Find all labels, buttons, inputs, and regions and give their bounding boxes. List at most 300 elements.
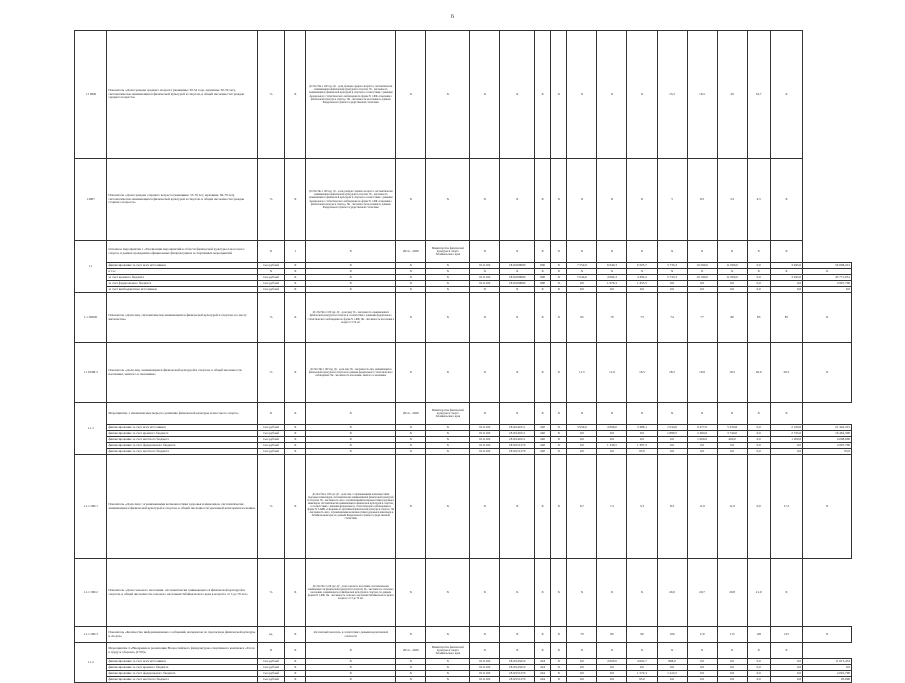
program-table	[74, 30, 852, 683]
table-cell: 240	[535, 443, 551, 449]
table-cell: X	[257, 643, 285, 659]
table-cell: Дт=Чзс/Чн x 100 где: Дт - доля граждан старшего возраста, систематически занимающихся физической культурой и спортом; Чз - численность занимающихся физической культурой и спортом в соответствии с данными федерального статистического наблюдения по форме N 1-ФК «Сведения о физической культуре и спорте»; Чн - численность населения по данным Федеральной службы государственной статистики	[306, 159, 396, 241]
table-cell: 29	[717, 31, 747, 159]
table-cell: X	[285, 443, 306, 449]
table-cell: X	[396, 677, 426, 683]
table-cell: X	[535, 455, 551, 559]
table-cell: X	[426, 627, 470, 643]
table-cell: 7,2	[597, 455, 627, 559]
table-cell: 0,0	[567, 665, 597, 671]
row-id-cell: 1.1.1 ПМ 2	[75, 559, 107, 627]
table-cell: 1810151270	[500, 443, 535, 449]
table-cell: X	[285, 559, 306, 627]
table-row	[75, 643, 852, 659]
table-cell: 600	[535, 263, 551, 269]
table-row	[75, 403, 852, 425]
table-cell: X	[500, 455, 535, 559]
table-cell: 19,5	[717, 343, 747, 403]
table-cell: X	[500, 643, 535, 659]
row-id-cell: 1.1	[75, 241, 107, 293]
table-cell: %	[257, 455, 285, 559]
table-cell: X	[535, 159, 551, 241]
table-cell: X	[306, 677, 396, 683]
table-cell: 0,0	[567, 677, 597, 683]
table-cell: 125	[770, 627, 802, 643]
table-cell: 0111102	[470, 437, 500, 443]
table-cell: 90	[627, 627, 657, 643]
table-cell: X	[470, 159, 500, 241]
table-cell: Дт=Чзс/Чн x 100 где: Дт - доля лиц; Чз - численность занимающихся физической культурой и спортом в соответствии с данными федерального статистического наблюдения по форме N 1-ФК; Чн - численность населения в возрасте 3-79 лет	[306, 293, 396, 343]
table-cell: X	[285, 343, 306, 403]
table-cell: X	[551, 425, 567, 431]
row-id-cell: финансирование за счет краевого бюджета	[107, 665, 257, 671]
table-cell: X	[567, 159, 597, 241]
table-cell: X	[567, 269, 597, 275]
table-cell: X	[285, 275, 306, 281]
table-cell: X	[426, 449, 470, 455]
table-cell: X	[426, 455, 470, 559]
table-cell: 0,0	[627, 665, 657, 671]
table-cell: 1810151270	[500, 671, 535, 677]
table-cell: 0111102	[470, 263, 500, 269]
table-cell: 11 000,0	[717, 275, 747, 281]
table-cell: X	[470, 293, 500, 343]
table-cell: X	[597, 559, 627, 627]
table-cell: X	[551, 431, 567, 437]
table-cell: 2 725,0	[770, 431, 802, 437]
table-row	[75, 159, 852, 241]
table-cell: X	[470, 269, 500, 275]
table-cell: 0,0	[567, 281, 597, 287]
table-cell: X	[285, 287, 306, 293]
table-cell: 10 190,0	[687, 275, 717, 281]
row-id-cell: финансирование за счет федерального бюджета	[107, 671, 257, 677]
table-cell: X	[396, 343, 426, 403]
table-cell: 0111102	[470, 449, 500, 455]
table-cell: 0,0	[770, 443, 802, 449]
table-cell: 1 222,5	[657, 671, 687, 677]
table-cell: 0,0	[747, 443, 770, 449]
table-cell: X	[551, 281, 567, 287]
table-cell: X	[551, 659, 567, 665]
table-cell: X	[306, 443, 396, 449]
table-cell: 80	[597, 627, 627, 643]
table-cell: 3,3	[627, 455, 657, 559]
table-cell: 4 000,0	[597, 659, 627, 665]
table-cell: Показатель «Доля граждан среднего возраста (женщины: 30-54 года, мужчины: 30-59 лет), систематически занимающихся физической культурой и спортом, в общей численности граждан среднего возраста»	[107, 31, 257, 159]
table-cell: X	[500, 293, 535, 343]
table-cell: 0,0	[717, 287, 747, 293]
table-cell: X	[426, 281, 470, 287]
table-cell: 0,0	[567, 431, 597, 437]
table-cell: 4 066,0	[597, 425, 627, 431]
table-cell: X	[426, 665, 470, 671]
table-cell: Показатель «Доля лиц, занимающихся физической культурой и спортом, в общей численности населения, занятого в экономике»	[107, 343, 257, 403]
row-id-cell: финансирование за счет местного бюджета	[107, 677, 257, 683]
table-cell: 240	[535, 425, 551, 431]
table-cell: %	[257, 159, 285, 241]
table-cell: 0,0	[717, 281, 747, 287]
row-id-cell: 1.1 ПИ6	[75, 31, 107, 159]
table-cell: 0,0	[770, 671, 802, 677]
table-cell: 2014 - 2020	[396, 241, 426, 263]
table-cell: 0,0	[803, 665, 852, 671]
table-cell: 5 735,3	[657, 263, 687, 269]
table-cell: X	[257, 403, 285, 425]
table-cell: Показатель «Доля лиц с ограниченными возможностями здоровья и инвалидов, систематически занимающихся физической культурой и спортом, в общей численности указанной категории населения»	[107, 455, 257, 559]
table-cell: 16,5	[627, 343, 657, 403]
table-cell: 1 336,5	[597, 443, 627, 449]
table-cell: 0,0	[567, 659, 597, 665]
table-cell: 1810141011	[500, 437, 535, 443]
table-cell: 70	[567, 627, 597, 643]
table-cell: 6,7	[567, 455, 597, 559]
table-cell: X	[306, 431, 396, 437]
table-cell: 600	[535, 275, 551, 281]
table-cell: 0,0	[687, 671, 717, 677]
table-cell: 19,9	[687, 343, 717, 403]
table-cell: 8,3	[657, 455, 687, 559]
table-cell: 0,0	[770, 287, 802, 293]
table-cell: Министерство физической культуры и спорта Забайкальского края	[426, 241, 470, 263]
table-cell: тыс.рублей	[257, 263, 285, 269]
table-cell: X	[426, 559, 470, 627]
table-cell: X	[306, 659, 396, 665]
table-cell: ед.	[257, 627, 285, 643]
table-cell: 80	[717, 293, 747, 343]
table-cell: X	[803, 627, 852, 643]
table-cell: 3 945,0	[770, 275, 802, 281]
table-row	[75, 627, 852, 643]
table-cell: X	[551, 627, 567, 643]
table-cell: 1 034,0	[657, 425, 687, 431]
table-cell: 83	[747, 293, 770, 343]
table-cell: 5 230,8	[717, 425, 747, 431]
table-cell: 110	[687, 627, 717, 643]
table-cell: X	[285, 627, 306, 643]
table-cell: X	[500, 403, 535, 425]
table-cell: 0,0	[657, 449, 687, 455]
table-cell: 0,0	[597, 287, 627, 293]
table-cell: X	[687, 403, 717, 425]
table-cell: X	[597, 31, 627, 159]
table-cell: X	[396, 431, 426, 437]
table-cell: тыс.рублей	[257, 281, 285, 287]
table-cell: 70	[597, 293, 627, 343]
table-cell: 0,0	[747, 449, 770, 455]
table-cell: 244	[535, 659, 551, 665]
table-cell: X	[470, 287, 500, 293]
table-cell: X	[770, 643, 802, 659]
table-cell: X	[597, 241, 627, 263]
table-cell: X	[396, 275, 426, 281]
table-cell: Министерство физической культуры и спорта Забайкальского края	[426, 643, 470, 659]
table-cell: 0,0	[747, 455, 770, 559]
table-cell: X	[551, 443, 567, 449]
table-cell: 0,0	[747, 263, 770, 269]
table-cell: 0,0	[747, 431, 770, 437]
table-cell: X	[717, 643, 747, 659]
table-cell: тыс.рублей	[257, 431, 285, 437]
table-row	[75, 31, 852, 159]
table-cell: X	[747, 403, 770, 425]
table-cell: 0,0	[687, 677, 717, 683]
table-cell: X	[551, 31, 567, 159]
table-cell: X	[770, 403, 802, 425]
table-cell: X	[396, 627, 426, 643]
table-cell: Абсолютный показатель, в соответствии с данными ведомственной отчетности	[306, 627, 396, 643]
table-cell: 11,9	[717, 455, 747, 559]
table-cell: X	[396, 159, 426, 241]
table-cell: X	[285, 281, 306, 287]
table-cell: X	[426, 293, 470, 343]
table-cell: X	[747, 643, 770, 659]
table-cell: X	[551, 455, 567, 559]
table-cell: 32,7	[747, 31, 770, 159]
table-cell: 0,0	[747, 671, 770, 677]
table-cell: 0,0	[567, 671, 597, 677]
table-cell: 4 997,790	[803, 443, 852, 449]
table-cell: X	[285, 665, 306, 671]
table-cell: 1	[285, 241, 306, 263]
table-cell: 2014 - 2020	[396, 403, 426, 425]
table-cell: X	[396, 659, 426, 665]
table-cell: 16,5	[687, 31, 717, 159]
table-cell: X	[396, 437, 426, 443]
table-cell: 0,0	[687, 281, 717, 287]
table-cell: 3,5	[717, 159, 747, 241]
table-cell: Показатель «Количество информационных сообщений, материалов по пропаганде физической культуры и спорта»	[107, 627, 257, 643]
table-cell: X	[426, 431, 470, 437]
table-cell: 85	[770, 293, 802, 343]
table-cell: Мероприятие 2 «Внедрение и реализация Всероссийского физкультурно-спортивного комплекса «Готов к труду и обороне» (ГТО)»	[107, 643, 257, 659]
table-cell: 0,0	[687, 449, 717, 455]
table-cell: X	[551, 449, 567, 455]
table-cell: 240	[535, 431, 551, 437]
table-cell: X	[803, 343, 852, 403]
table-cell: X	[535, 627, 551, 643]
table-cell: 400,0	[717, 437, 747, 443]
table-cell: 11,9	[597, 343, 627, 403]
table-cell: 0,0	[657, 437, 687, 443]
table-cell: X	[551, 343, 567, 403]
row-id-cell: 1.1.1	[75, 403, 107, 455]
table-cell: 0,0	[770, 659, 802, 665]
table-cell: X	[770, 269, 802, 275]
table-cell: X	[717, 403, 747, 425]
table-cell: 21,0	[747, 559, 770, 627]
table-cell: X	[426, 287, 470, 293]
table-cell: X	[627, 241, 657, 263]
table-cell: 3 740,0	[717, 431, 747, 437]
table-cell: 0,0	[657, 287, 687, 293]
table-cell: 0,0	[717, 665, 747, 671]
table-cell: X	[470, 403, 500, 425]
table-cell: 6 040,3	[597, 263, 627, 269]
table-cell: X	[551, 559, 567, 627]
table-cell: 11 613,453	[803, 659, 852, 665]
table-cell: X	[535, 31, 551, 159]
table-cell: 100	[657, 627, 687, 643]
table-cell: 3 934,0	[567, 425, 597, 431]
table-cell: X	[803, 293, 852, 343]
table-cell: X	[535, 559, 551, 627]
table-cell: X	[396, 559, 426, 627]
table-cell: X	[627, 159, 657, 241]
table-cell: X	[567, 559, 597, 627]
table-cell: 600	[535, 281, 551, 287]
table-cell: 0,0	[717, 443, 747, 449]
table-cell: 0,0	[770, 665, 802, 671]
row-id-cell: 1.1 ПОМ1	[75, 293, 107, 343]
table-cell: X	[306, 425, 396, 431]
table-row	[75, 293, 852, 343]
table-cell: 244	[535, 665, 551, 671]
table-cell: X	[500, 159, 535, 241]
table-cell: 0111102	[470, 281, 500, 287]
table-cell: 13,5	[657, 31, 687, 159]
table-cell: X	[717, 269, 747, 275]
table-cell: X	[306, 269, 396, 275]
table-cell: X	[535, 241, 551, 263]
table-cell: X	[803, 455, 852, 559]
table-cell: X	[257, 269, 285, 275]
table-cell: 18,5	[657, 343, 687, 403]
table-cell: 0,0	[687, 287, 717, 293]
table-cell: 5 735,3	[657, 275, 687, 281]
table-cell: X	[535, 293, 551, 343]
table-cell: 1 574,3	[627, 671, 657, 677]
table-cell: X	[285, 425, 306, 431]
table-cell: 0,0	[597, 677, 627, 683]
table-cell: X	[306, 275, 396, 281]
table-cell: X	[306, 281, 396, 287]
table-cell: 4,5	[747, 159, 770, 241]
table-cell: 0,0	[717, 659, 747, 665]
row-id-cell: финансирование за счет местного бюджета	[107, 437, 257, 443]
table-cell: X	[470, 643, 500, 659]
table-cell: 1810100000	[500, 263, 535, 269]
table-cell: Дт=Чзс/Чн x 100 где: Дт - доля сельского населения, систематически занимающегося физической культурой и спортом; Чз - численность сельского населения, занимающегося физической культурой и спортом, по данным формы N 1-ФК; Чн - численность сельского населения Забайкальского края в возрасте от 3 до 79 лет	[306, 559, 396, 627]
table-cell: X	[747, 269, 770, 275]
row-id-cell: 1.1.2	[75, 643, 107, 683]
table-cell: Мероприятие 1 «Комплексные меры по развитию физической культуры и массового спорта»	[107, 403, 257, 425]
table-cell: тыс.рублей	[257, 659, 285, 665]
table-cell: 0,0	[657, 281, 687, 287]
table-cell: тыс.рублей	[257, 443, 285, 449]
table-cell: Показатель «Доля лиц, систематически занимающихся физической культурой и спортом, по месту жительства»	[107, 293, 257, 343]
table-row	[75, 677, 852, 683]
table-cell: X	[500, 241, 535, 263]
table-cell: 20,0	[747, 343, 770, 403]
table-cell: X	[396, 287, 426, 293]
table-cell: 1810143210	[500, 659, 535, 665]
table-cell: X	[306, 437, 396, 443]
table-cell: X	[551, 287, 567, 293]
table-cell: X	[426, 659, 470, 665]
table-cell: X	[657, 241, 687, 263]
table-cell: 0111102	[470, 677, 500, 683]
table-cell: X	[396, 293, 426, 343]
table-cell: X	[803, 269, 852, 275]
table-cell: 115	[717, 627, 747, 643]
table-cell: 17,5	[770, 455, 802, 559]
table-cell: X	[426, 343, 470, 403]
table-row	[75, 343, 852, 403]
table-cell: 0,0	[597, 431, 627, 437]
table-cell: 16 462,390	[803, 431, 852, 437]
table-cell: X	[535, 643, 551, 659]
table-cell: X	[657, 269, 687, 275]
table-cell: 4 008,000	[803, 437, 852, 443]
table-cell: X	[285, 403, 306, 425]
table-cell: X	[285, 677, 306, 683]
table-cell: X	[306, 643, 396, 659]
table-cell: 8,5	[687, 159, 717, 241]
table-cell: X	[657, 643, 687, 659]
table-cell: Дт=Чзс/Чн x 100 где: Дт - доля лиц; Чз - численность лиц, занимающихся физической культурой и спортом по данным федерального статистического наблюдения; Чн - численность населения, занятого в экономике	[306, 343, 396, 403]
table-cell: 0111102	[470, 665, 500, 671]
row-id-cell: в т.ч.:	[107, 269, 257, 275]
table-cell: 0,0	[597, 449, 627, 455]
table-cell: 0,0	[597, 671, 627, 677]
row-id-cell: финансирование за счет всех источников	[107, 263, 257, 269]
table-cell: 120	[747, 627, 770, 643]
table-cell: 11 000,0	[717, 263, 747, 269]
table-cell: 1810100000	[500, 275, 535, 281]
table-cell: 2014 - 2020	[396, 643, 426, 659]
table-cell: X	[627, 269, 657, 275]
table-cell: 6 505,7	[627, 263, 657, 269]
table-cell: X	[285, 263, 306, 269]
table-cell: Показатель «Доля сельского населения, систематически занимающегося физической культурой и спортом, в общей численности сельского населения Забайкальского края в возрасте от 3 до 79 лет»	[107, 559, 257, 627]
table-cell: X	[500, 31, 535, 159]
table-cell: X	[285, 643, 306, 659]
table-cell: X	[285, 31, 306, 159]
table-row	[75, 559, 852, 627]
table-cell: X	[396, 449, 426, 455]
table-cell: X	[306, 403, 396, 425]
table-cell: 1 889,5	[657, 431, 687, 437]
table-cell: 0,0	[717, 671, 747, 677]
table-cell: X	[717, 241, 747, 263]
table-cell: 1810141011	[500, 425, 535, 431]
table-cell: X	[306, 287, 396, 293]
table-cell: 4 091,790	[803, 671, 852, 677]
table-cell: 7 044,6	[567, 275, 597, 281]
table-cell: X	[747, 241, 770, 263]
table-cell: X	[687, 643, 717, 659]
table-cell: X	[535, 403, 551, 425]
table-cell: X	[257, 241, 285, 263]
table-cell: 95,0	[627, 449, 657, 455]
table-cell: 0,0	[747, 281, 770, 287]
table-cell: X	[597, 159, 627, 241]
table-cell: X	[470, 559, 500, 627]
table-cell: 0,0	[747, 275, 770, 281]
row-id-cell: финансирование за счет всех источников	[107, 425, 257, 431]
table-cell: 0111102	[470, 275, 500, 281]
table-cell: X	[551, 293, 567, 343]
row-id-cell: финансирование за счет федерального бюджета	[107, 443, 257, 449]
table-cell: 95,0	[803, 449, 852, 455]
table-cell: 2 100,0	[770, 425, 802, 431]
table-cell: Показатель «Доля граждан старшего возраста (женщины: 55-79 лет; мужчины: 60-79 лет), систематически занимающихся физической культурой и спортом, в общей численности граждан старшего возраста»	[107, 159, 257, 241]
table-cell: 0,0	[567, 437, 597, 443]
table-cell: X	[396, 665, 426, 671]
table-cell: X	[285, 449, 306, 455]
table-cell: X	[426, 437, 470, 443]
